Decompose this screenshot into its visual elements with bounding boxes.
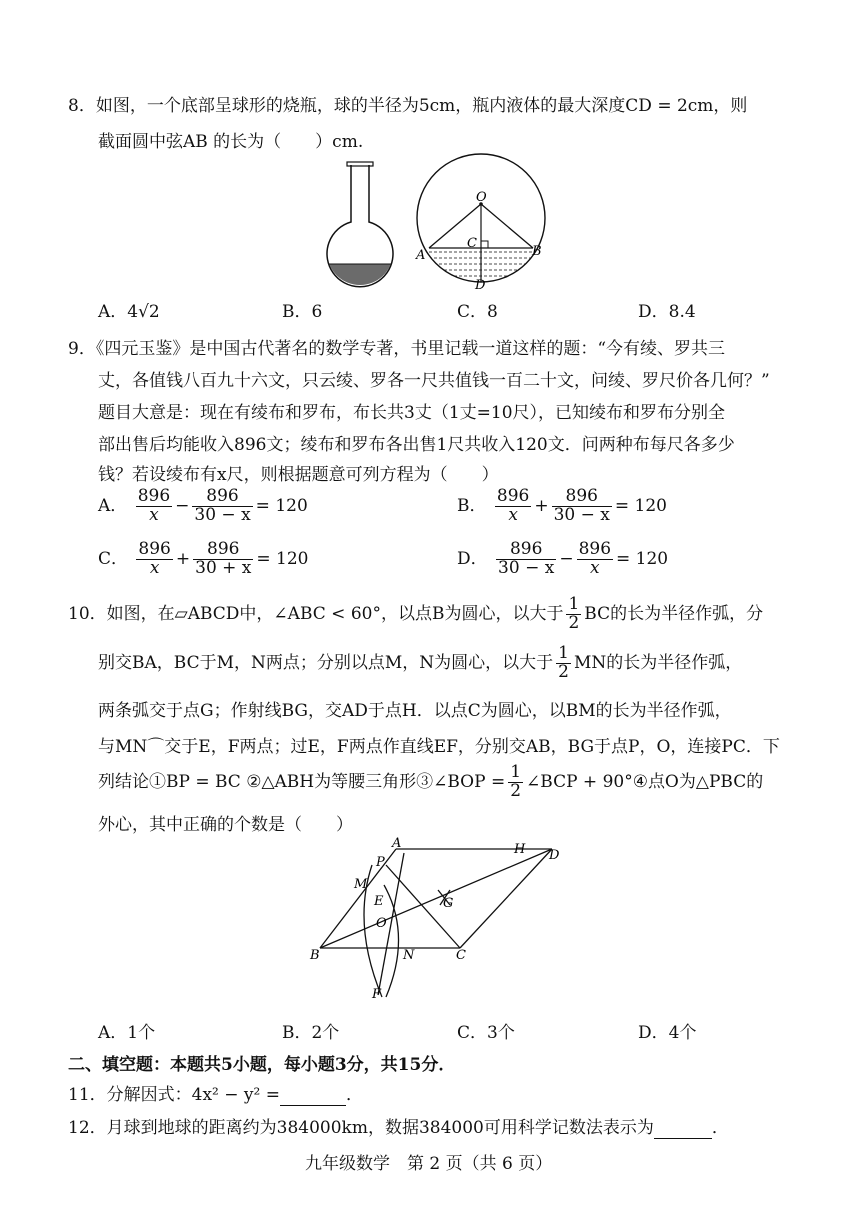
parallelogram-figure <box>300 835 570 1010</box>
q10-line1: 10．如图，在▱ABCD中，∠ABC < 60°，以点B为圆心，以大于 $\frac{1}{2}$ BC的长为半径作弧，分 <box>68 594 764 633</box>
fraction: $\frac{896}{30 - x}$ <box>194 486 251 525</box>
answer-blank[interactable] <box>280 1085 346 1106</box>
circle-figure <box>405 152 565 292</box>
label-A: A <box>392 836 402 851</box>
label-P: P <box>376 855 385 870</box>
label-B: B <box>532 244 542 259</box>
answer-blank[interactable] <box>654 1118 712 1139</box>
fraction: $\frac{896}{x}$ <box>578 539 612 578</box>
fraction-half: $\frac{1}{2}$ <box>510 762 522 801</box>
q10-line2: 别交BA，BC于M，N两点；分别以点M，N为圆心，以大于 $\frac{1}{2}$ MN的长为半径作弧， <box>98 643 743 682</box>
label-C: C <box>467 236 477 251</box>
q8-line1: 8．如图，一个底部呈球形的烧瓶，球的半径为5cm，瓶内液体的最大深度CD = 2cm，则 <box>68 96 748 116</box>
label-G: G <box>443 896 454 911</box>
q10-option-c: C．3个 <box>457 1023 515 1043</box>
q10-line4: 与MN⌒交于E，F两点；过E，F两点作直线EF，分别交AB，BG于点P，O，连接PC．下 <box>98 737 780 757</box>
label-E: E <box>374 894 384 909</box>
q9-option-a: A． $\frac{896}{x}$ − $\frac{896}{30 - x}$ = 120 <box>98 486 308 525</box>
side-DC <box>460 849 552 948</box>
q9-line3: 题目大意是：现在有绫布和罗布，布长共3丈（1丈=10尺），已知绫布和罗布分别全 <box>98 403 726 423</box>
arc-MN-inner <box>384 885 399 997</box>
flask-figure <box>325 160 395 290</box>
fraction: $\frac{896}{30 - x}$ <box>553 486 610 525</box>
q10-option-b: B．2个 <box>282 1023 340 1043</box>
label-D: D <box>475 278 486 292</box>
fraction: $\frac{896}{x}$ <box>137 486 171 525</box>
label-B: B <box>310 948 320 963</box>
q8-option-c: C．8 <box>457 302 498 322</box>
q8-line2: 截面圆中弦AB 的长为（ ）cm. <box>98 132 364 152</box>
q8-option-a: A．4√2 <box>98 302 160 322</box>
q11: 11．分解因式：4x² − y² = ． <box>68 1085 363 1105</box>
q8-option-b: B．6 <box>282 302 323 322</box>
q10-line3: 两条弧交于点G；作射线BG，交AD于点H．以点C为圆心，以BM的长为半径作弧， <box>98 701 732 721</box>
q9-line1: 9．《四元玉鉴》是中国古代著名的数学专著，书里记载一道这样的题：“今有绫、罗共三 <box>68 339 726 359</box>
section-heading: 二、填空题：本题共5小题，每小题3分，共15分． <box>68 1055 456 1075</box>
label-O: O <box>476 190 487 205</box>
label-N: N <box>403 948 415 963</box>
label-H: H <box>514 842 526 857</box>
q10-line5: 列结论①BP = BC ②△ABH为等腰三角形③∠BOP = $\frac{1}{2}$ ∠BCP + 90°④点O为△PBC的 <box>98 762 764 801</box>
label-C: C <box>456 948 466 963</box>
page-footer: 九年级数学 第 2 页（共 6 页） <box>305 1154 553 1174</box>
q9-option-b: B． $\frac{896}{x}$ + $\frac{896}{30 - x}$ = 120 <box>457 486 667 525</box>
q10-option-d: D．4个 <box>638 1023 697 1043</box>
fraction: $\frac{896}{x}$ <box>496 486 530 525</box>
label-F: F <box>372 987 382 1002</box>
fraction: $\frac{896}{x}$ <box>138 539 171 578</box>
fraction: $\frac{896}{30 - x}$ <box>498 539 555 578</box>
fraction-half: $\frac{1}{2}$ <box>558 643 569 682</box>
label-M: M <box>354 877 368 892</box>
q12: 12．月球到地球的距离约为384000km，数据384000可用科学记数法表示为 ． <box>68 1118 729 1138</box>
q10-option-a: A．1个 <box>98 1023 156 1043</box>
q9-line4: 部出售后均能收入896文；绫布和罗布各出售1尺共收入120文．问两种布每尺各多少 <box>98 435 735 455</box>
label-A: A <box>416 248 426 263</box>
q9-line5: 钱？若设绫布有x尺，则根据题意可列方程为（ ） <box>98 465 499 485</box>
ray-BG <box>320 849 552 948</box>
label-D: D <box>549 848 560 863</box>
label-O: O <box>376 916 387 931</box>
q9-line2: 丈，各值钱八百九十六文，只云绫、罗各一尺共值钱一百二十文，问绫、罗尺价各几何？” <box>98 371 770 391</box>
q9-option-c: C． $\frac{896}{x}$ + $\frac{896}{30 + x}$ = 120 <box>98 539 309 578</box>
q9-option-d: D． $\frac{896}{30 - x}$ − $\frac{896}{x}$ = 120 <box>457 539 669 578</box>
right-angle-mark <box>481 241 488 248</box>
q10-line6: 外心，其中正确的个数是（ ） <box>98 815 353 835</box>
fraction: $\frac{896}{30 + x}$ <box>195 539 252 578</box>
radius-OB <box>481 204 533 248</box>
fraction-half: $\frac{1}{2}$ <box>568 594 580 633</box>
q8-option-d: D．8.4 <box>638 302 696 322</box>
